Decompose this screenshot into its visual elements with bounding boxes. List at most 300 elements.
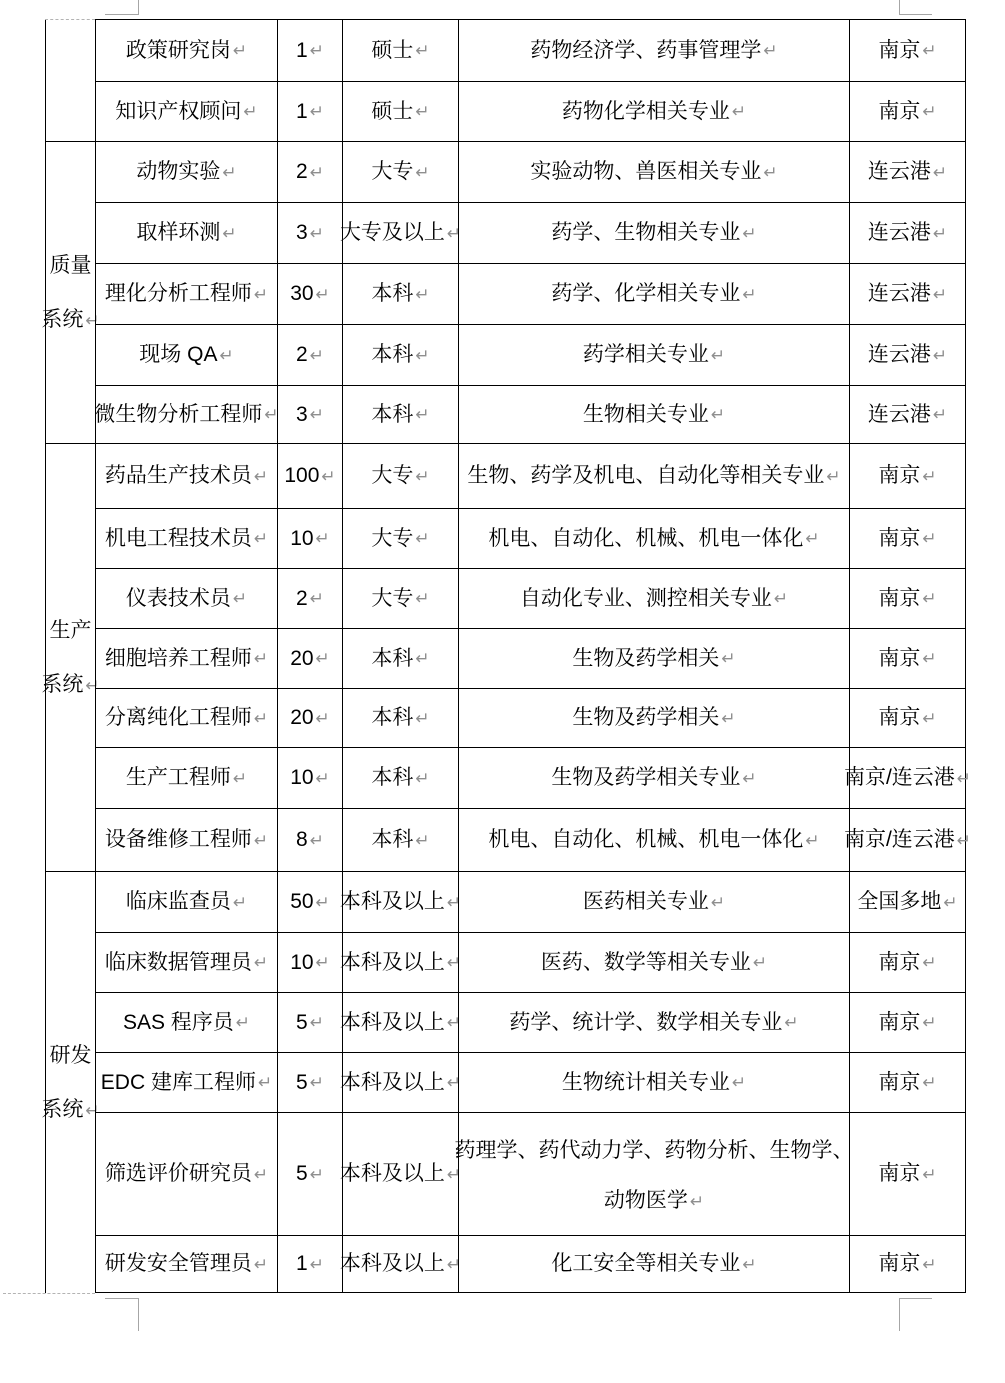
paragraph-mark-icon: ↵ xyxy=(922,953,937,972)
major-text: 机电、自动化、机械、机电一体化 xyxy=(488,526,804,550)
education-text: 大专 xyxy=(371,464,414,487)
location-cell xyxy=(849,1052,966,1112)
paragraph-mark-icon: ↵ xyxy=(932,162,948,182)
count-cell xyxy=(277,871,342,932)
paragraph-mark-icon: ↵ xyxy=(315,768,330,788)
position-text: 知识产权顾问 xyxy=(115,99,242,123)
paragraph-mark-icon: ↵ xyxy=(415,284,430,304)
paragraph-mark-icon: ↵ xyxy=(446,1013,462,1032)
position-text: 研发安全管理员 xyxy=(104,1252,252,1275)
paragraph-mark-icon: ↵ xyxy=(932,284,948,304)
paragraph-mark-icon: ↵ xyxy=(243,102,258,121)
category-line xyxy=(41,1083,99,1137)
major-text: 自动化专业、测控相关专业 xyxy=(519,586,772,610)
paragraph-mark-icon: ↵ xyxy=(446,1073,462,1092)
position-cell xyxy=(95,932,277,992)
position-cell xyxy=(95,808,277,871)
paragraph-mark-icon: ↵ xyxy=(232,892,248,912)
paragraph-mark-icon: ↵ xyxy=(253,953,269,972)
location-text: 南京 xyxy=(878,1010,921,1034)
major-cell xyxy=(458,324,849,385)
location-text: 连云港 xyxy=(867,221,931,244)
count-cell xyxy=(277,19,342,81)
major-cell xyxy=(458,1235,849,1293)
location-text: 南京 xyxy=(878,1162,921,1185)
count-text: 10 xyxy=(290,766,314,789)
paragraph-mark-icon: ↵ xyxy=(922,589,937,608)
count-cell xyxy=(277,747,342,808)
count-cell xyxy=(277,1052,342,1112)
paragraph-mark-icon: ↵ xyxy=(235,1013,251,1032)
paragraph-mark-icon: ↵ xyxy=(446,223,462,243)
major-text: 医药、数学等相关专业 xyxy=(540,950,751,974)
position-text: 筛选评价研究员 xyxy=(104,1162,252,1185)
count-text: 2 xyxy=(296,160,308,183)
count-cell xyxy=(277,508,342,568)
paragraph-mark-icon: ↵ xyxy=(763,162,778,182)
location-text: 南京 xyxy=(878,586,921,610)
education-text: 本科 xyxy=(371,646,414,670)
paragraph-mark-icon: ↵ xyxy=(253,649,269,668)
education-text: 本科 xyxy=(371,706,414,729)
paragraph-mark-icon: ↵ xyxy=(309,1013,324,1032)
paragraph-mark-icon: ↵ xyxy=(309,405,324,424)
education-cell xyxy=(342,385,458,443)
major-cell xyxy=(458,808,849,871)
paragraph-mark-icon: ↵ xyxy=(446,1254,462,1274)
paragraph-mark-icon: ↵ xyxy=(309,1254,324,1274)
category-line xyxy=(41,658,99,712)
position-cell xyxy=(95,202,277,263)
category-line xyxy=(50,239,92,293)
position-text: 临床监查员 xyxy=(125,890,231,913)
paragraph-mark-icon: ↵ xyxy=(922,1073,937,1092)
continued-cell-dashed-border-top xyxy=(45,19,95,20)
position-text: 动物实验 xyxy=(136,160,221,183)
count-cell xyxy=(277,1112,342,1235)
position-cell xyxy=(95,747,277,808)
education-text: 本科及以上 xyxy=(339,1252,445,1275)
major-line xyxy=(455,1126,854,1176)
position-cell xyxy=(95,81,277,141)
paragraph-mark-icon: ↵ xyxy=(309,589,324,608)
position-cell xyxy=(95,385,277,443)
paragraph-mark-icon: ↵ xyxy=(315,892,330,912)
paragraph-mark-icon: ↵ xyxy=(805,529,820,548)
position-cell xyxy=(95,1052,277,1112)
position-text: SAS 程序员 xyxy=(122,1010,234,1034)
position-text: 仪表技术员 xyxy=(125,586,231,610)
major-line xyxy=(604,1176,704,1226)
position-cell xyxy=(95,508,277,568)
paragraph-mark-icon: ↵ xyxy=(415,41,430,60)
count-text: 1 xyxy=(296,38,308,62)
location-text: 南京 xyxy=(878,464,921,487)
paragraph-mark-icon: ↵ xyxy=(752,953,768,972)
education-text: 大专及以上 xyxy=(339,221,445,244)
count-cell xyxy=(277,688,342,747)
paragraph-mark-icon: ↵ xyxy=(85,310,100,330)
major-text: 实验动物、兽医相关专业 xyxy=(530,160,762,183)
paragraph-mark-icon: ↵ xyxy=(415,466,430,486)
major-cell xyxy=(458,385,849,443)
paragraph-mark-icon: ↵ xyxy=(415,768,430,788)
paragraph-mark-icon: ↵ xyxy=(932,223,948,243)
major-cell xyxy=(458,508,849,568)
paragraph-mark-icon: ↵ xyxy=(943,892,958,912)
position-text: 生产工程师 xyxy=(125,766,231,789)
major-cell xyxy=(458,568,849,628)
education-text: 硕士 xyxy=(371,99,414,123)
count-text: 30 xyxy=(290,282,314,305)
count-text: 2 xyxy=(296,343,308,366)
location-text: 连云港 xyxy=(867,402,931,426)
education-cell xyxy=(339,202,462,263)
education-cell xyxy=(339,1235,462,1293)
location-text: 连云港 xyxy=(867,160,931,183)
location-cell xyxy=(849,932,966,992)
position-cell xyxy=(95,324,277,385)
paragraph-mark-icon: ↵ xyxy=(710,892,726,912)
education-cell xyxy=(342,443,458,508)
position-text: 政策研究岗 xyxy=(125,38,231,62)
count-text: 8 xyxy=(296,828,308,851)
paragraph-mark-icon: ↵ xyxy=(721,649,736,668)
location-text: 南京/连云港 xyxy=(843,828,955,851)
paragraph-mark-icon: ↵ xyxy=(232,589,248,608)
paragraph-mark-icon: ↵ xyxy=(415,345,430,365)
paragraph-mark-icon: ↵ xyxy=(321,466,336,486)
location-text: 南京 xyxy=(878,99,921,123)
position-text: 取样环测 xyxy=(136,221,221,244)
count-text: 1 xyxy=(296,1252,308,1275)
count-cell xyxy=(277,568,342,628)
major-text: 动物医学 xyxy=(603,1189,688,1212)
paragraph-mark-icon: ↵ xyxy=(689,1192,705,1211)
position-text: 临床数据管理员 xyxy=(104,950,252,974)
count-text: 20 xyxy=(290,706,314,729)
count-text: 10 xyxy=(290,526,314,550)
count-cell xyxy=(277,992,342,1052)
position-text: 药品生产技术员 xyxy=(104,464,252,487)
major-text: 药学相关专业 xyxy=(582,343,709,366)
education-text: 本科及以上 xyxy=(339,950,445,974)
paragraph-mark-icon: ↵ xyxy=(315,708,330,728)
paragraph-mark-icon: ↵ xyxy=(415,529,430,548)
count-cell xyxy=(277,202,342,263)
education-text: 硕士 xyxy=(371,38,414,62)
count-cell xyxy=(277,141,342,202)
paragraph-mark-icon: ↵ xyxy=(309,102,324,121)
education-text: 本科 xyxy=(371,766,414,789)
category-text: 系统 xyxy=(41,672,84,696)
category-text: 研发 xyxy=(49,1043,92,1067)
education-cell xyxy=(339,871,462,932)
count-cell xyxy=(277,808,342,871)
education-cell xyxy=(339,992,462,1052)
major-text: 生物及药学相关 xyxy=(572,646,720,670)
location-cell xyxy=(849,1235,966,1293)
major-cell xyxy=(458,19,849,81)
paragraph-mark-icon: ↵ xyxy=(222,162,237,182)
category-line xyxy=(41,293,99,347)
count-text: 20 xyxy=(290,646,314,670)
major-text: 生物及药学相关 xyxy=(572,706,720,729)
major-cell xyxy=(458,628,849,688)
major-text: 药理学、药代动力学、药物分析、生物学、 xyxy=(454,1139,854,1162)
position-cell xyxy=(95,141,277,202)
count-text: 2 xyxy=(296,586,308,610)
paragraph-mark-icon: ↵ xyxy=(826,466,841,486)
position-text: 分离纯化工程师 xyxy=(104,706,252,729)
location-text: 南京/连云港 xyxy=(843,766,955,789)
paragraph-mark-icon: ↵ xyxy=(956,768,972,788)
paragraph-mark-icon: ↵ xyxy=(309,345,324,365)
category-text: 质量 xyxy=(49,253,92,277)
count-text: 50 xyxy=(290,890,314,913)
paragraph-mark-icon: ↵ xyxy=(253,529,269,548)
paragraph-mark-icon: ↵ xyxy=(232,41,248,60)
paragraph-mark-icon: ↵ xyxy=(309,830,324,850)
paragraph-mark-icon: ↵ xyxy=(731,102,747,121)
location-cell xyxy=(849,688,966,747)
education-cell xyxy=(342,688,458,747)
position-text: 微生物分析工程师 xyxy=(94,402,263,426)
paragraph-mark-icon: ↵ xyxy=(253,466,269,486)
education-cell xyxy=(339,1052,462,1112)
count-cell xyxy=(277,932,342,992)
paragraph-mark-icon: ↵ xyxy=(922,41,937,60)
major-text: 机电、自动化、机械、机电一体化 xyxy=(488,828,804,851)
paragraph-mark-icon: ↵ xyxy=(922,1164,937,1184)
major-cell xyxy=(454,1112,854,1235)
location-cell xyxy=(849,628,966,688)
location-cell xyxy=(849,202,966,263)
count-cell xyxy=(277,324,342,385)
location-text: 全国多地 xyxy=(857,890,942,913)
paragraph-mark-icon: ↵ xyxy=(763,41,778,60)
location-text: 南京 xyxy=(878,706,921,729)
paragraph-mark-icon: ↵ xyxy=(415,649,430,668)
education-text: 本科及以上 xyxy=(339,1010,445,1034)
major-text: 药学、统计学、数学相关专业 xyxy=(509,1010,783,1034)
education-text: 大专 xyxy=(371,586,414,610)
paragraph-mark-icon: ↵ xyxy=(415,830,430,850)
paragraph-mark-icon: ↵ xyxy=(922,102,937,121)
paragraph-mark-icon: ↵ xyxy=(922,708,937,728)
category-cell xyxy=(41,443,100,871)
paragraph-mark-icon: ↵ xyxy=(309,162,324,182)
major-text: 药学、化学相关专业 xyxy=(551,282,741,305)
count-cell xyxy=(277,443,342,508)
paragraph-mark-icon: ↵ xyxy=(784,1013,799,1032)
position-text: 设备维修工程师 xyxy=(104,828,252,851)
category-line xyxy=(50,604,92,658)
paragraph-mark-icon: ↵ xyxy=(742,284,757,304)
count-text: 5 xyxy=(296,1010,308,1034)
location-cell xyxy=(849,19,966,81)
major-text: 生物统计相关专业 xyxy=(561,1070,730,1094)
paragraph-mark-icon: ↵ xyxy=(731,1073,747,1092)
paragraph-mark-icon: ↵ xyxy=(309,41,324,60)
education-text: 本科 xyxy=(371,343,414,366)
paragraph-mark-icon: ↵ xyxy=(922,466,937,486)
location-cell xyxy=(849,871,966,932)
paragraph-mark-icon: ↵ xyxy=(773,589,789,608)
count-cell xyxy=(277,81,342,141)
paragraph-mark-icon: ↵ xyxy=(222,223,237,243)
education-text: 大专 xyxy=(371,160,414,183)
paragraph-mark-icon: ↵ xyxy=(922,649,937,668)
count-cell xyxy=(277,385,342,443)
paragraph-mark-icon: ↵ xyxy=(710,405,726,424)
paragraph-mark-icon: ↵ xyxy=(309,1073,324,1092)
major-text: 生物、药学及机电、自动化等相关专业 xyxy=(467,464,825,487)
paragraph-mark-icon: ↵ xyxy=(257,1073,273,1092)
location-cell xyxy=(849,141,966,202)
location-text: 连云港 xyxy=(867,343,931,366)
paragraph-mark-icon: ↵ xyxy=(415,102,430,121)
paragraph-mark-icon: ↵ xyxy=(85,1100,100,1120)
paragraph-mark-icon: ↵ xyxy=(309,223,324,243)
paragraph-mark-icon: ↵ xyxy=(253,284,269,304)
paragraph-mark-icon: ↵ xyxy=(219,345,234,365)
paragraph-mark-icon: ↵ xyxy=(253,1254,269,1274)
crop-mark-top-left-icon xyxy=(105,0,139,15)
position-text: 理化分析工程师 xyxy=(104,282,252,305)
major-text: 药学、生物相关专业 xyxy=(551,221,741,244)
location-text: 南京 xyxy=(878,38,921,62)
crop-mark-bottom-right-icon xyxy=(899,1298,932,1331)
continued-cell-dashed-border-bottom xyxy=(3,1293,95,1294)
paragraph-mark-icon: ↵ xyxy=(805,830,820,850)
paragraph-mark-icon: ↵ xyxy=(232,768,248,788)
education-cell xyxy=(342,808,458,871)
count-text: 10 xyxy=(290,950,314,974)
crop-mark-bottom-left-icon xyxy=(105,1298,139,1331)
major-cell xyxy=(458,81,849,141)
education-cell xyxy=(342,508,458,568)
education-text: 大专 xyxy=(371,526,414,550)
paragraph-mark-icon: ↵ xyxy=(253,708,269,728)
education-cell xyxy=(342,628,458,688)
paragraph-mark-icon: ↵ xyxy=(446,892,462,912)
major-cell xyxy=(458,263,849,324)
location-cell xyxy=(843,808,972,871)
paragraph-mark-icon: ↵ xyxy=(922,1254,937,1274)
paragraph-mark-icon: ↵ xyxy=(315,953,330,972)
count-text: 3 xyxy=(296,221,308,244)
major-text: 生物相关专业 xyxy=(582,402,709,426)
major-text: 生物及药学相关专业 xyxy=(551,766,741,789)
paragraph-mark-icon: ↵ xyxy=(264,405,279,424)
location-cell xyxy=(849,508,966,568)
major-text: 药物化学相关专业 xyxy=(561,99,730,123)
paragraph-mark-icon: ↵ xyxy=(446,1164,462,1184)
education-text: 本科 xyxy=(371,402,414,426)
category-text: 生产 xyxy=(49,618,92,642)
paragraph-mark-icon: ↵ xyxy=(415,708,430,728)
category-text: 系统 xyxy=(41,307,84,331)
position-text: 机电工程技术员 xyxy=(104,526,252,550)
count-cell xyxy=(277,628,342,688)
major-text: 药物经济学、药事管理学 xyxy=(530,38,762,62)
paragraph-mark-icon: ↵ xyxy=(315,284,330,304)
location-text: 连云港 xyxy=(867,282,931,305)
education-cell xyxy=(342,263,458,324)
paragraph-mark-icon: ↵ xyxy=(922,529,937,548)
count-text: 100 xyxy=(284,464,320,487)
paragraph-mark-icon: ↵ xyxy=(956,830,972,850)
paragraph-mark-icon: ↵ xyxy=(315,529,330,548)
paragraph-mark-icon: ↵ xyxy=(415,589,430,608)
position-cell xyxy=(95,443,277,508)
paragraph-mark-icon: ↵ xyxy=(85,675,100,695)
education-text: 本科 xyxy=(371,282,414,305)
education-cell xyxy=(342,324,458,385)
location-text: 南京 xyxy=(878,646,921,670)
location-text: 南京 xyxy=(878,526,921,550)
category-text: 系统 xyxy=(41,1097,84,1121)
education-text: 本科及以上 xyxy=(339,1070,445,1094)
location-cell xyxy=(849,81,966,141)
count-text: 5 xyxy=(296,1070,308,1094)
crop-mark-top-right-icon xyxy=(899,0,932,15)
location-cell xyxy=(849,568,966,628)
position-cell xyxy=(95,628,277,688)
paragraph-mark-icon: ↵ xyxy=(315,649,330,668)
position-text: 细胞培养工程师 xyxy=(104,646,252,670)
position-text: 现场 QA xyxy=(139,343,218,366)
education-text: 本科及以上 xyxy=(339,1162,445,1185)
major-text: 医药相关专业 xyxy=(582,890,709,913)
location-text: 南京 xyxy=(878,1070,921,1094)
major-cell xyxy=(458,1052,849,1112)
major-cell xyxy=(458,992,849,1052)
location-text: 南京 xyxy=(878,950,921,974)
position-cell xyxy=(95,871,277,932)
major-cell xyxy=(458,443,849,508)
education-cell xyxy=(342,568,458,628)
education-cell xyxy=(342,19,458,81)
major-cell xyxy=(458,871,849,932)
major-cell xyxy=(458,141,849,202)
education-cell xyxy=(342,747,458,808)
paragraph-mark-icon: ↵ xyxy=(253,1164,269,1184)
category-cell xyxy=(45,19,95,141)
position-cell xyxy=(95,1112,277,1235)
position-cell xyxy=(95,688,277,747)
count-cell xyxy=(277,263,342,324)
major-cell xyxy=(458,747,849,808)
location-cell xyxy=(849,443,966,508)
major-cell xyxy=(458,688,849,747)
paragraph-mark-icon: ↵ xyxy=(742,768,757,788)
paragraph-mark-icon: ↵ xyxy=(253,830,269,850)
paragraph-mark-icon: ↵ xyxy=(710,345,726,365)
paragraph-mark-icon: ↵ xyxy=(932,405,948,424)
count-text: 5 xyxy=(296,1162,308,1185)
category-cell xyxy=(41,871,100,1293)
paragraph-mark-icon: ↵ xyxy=(742,1254,757,1274)
position-cell xyxy=(95,19,277,81)
position-cell xyxy=(95,992,277,1052)
position-cell xyxy=(95,568,277,628)
education-cell xyxy=(342,141,458,202)
category-line xyxy=(50,1029,92,1083)
recruitment-table xyxy=(41,19,972,1293)
education-cell xyxy=(342,81,458,141)
